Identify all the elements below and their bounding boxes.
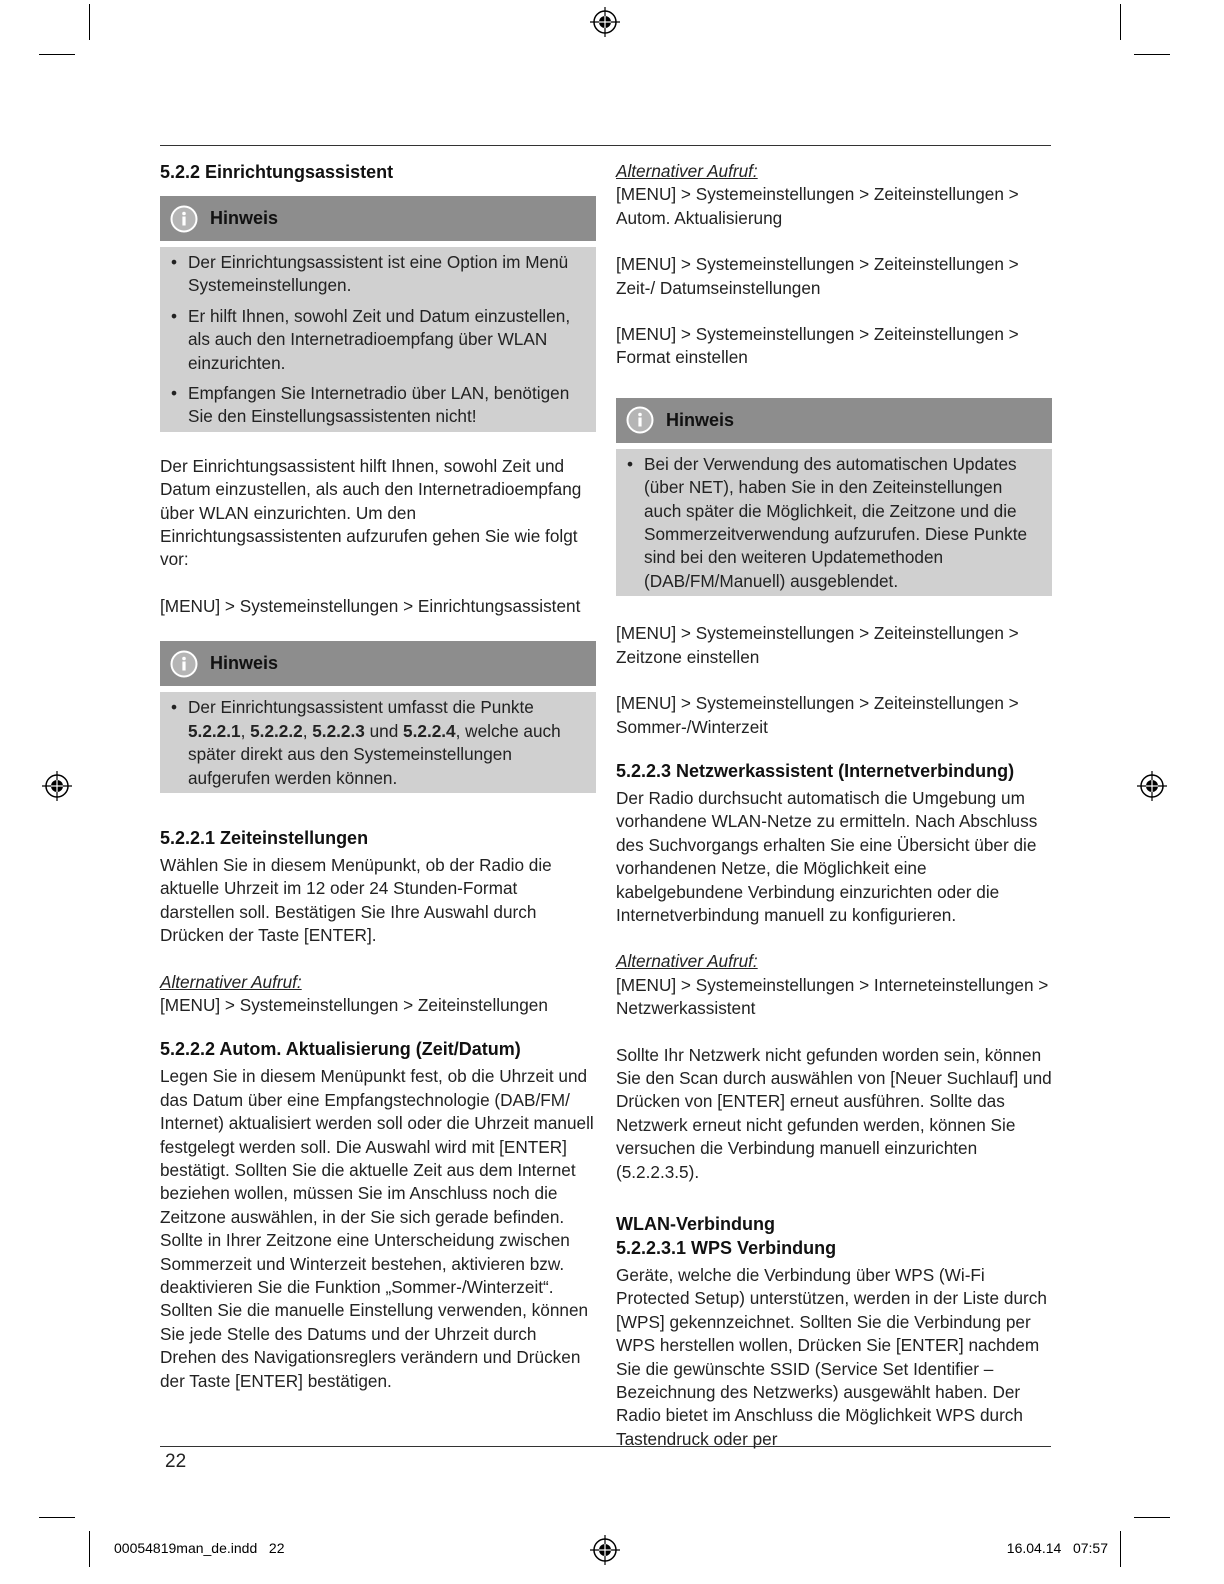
note-body: [616, 449, 1052, 596]
note-box: [616, 398, 1052, 596]
menu-path-zeit: [MENU] > Systemeinstellungen > Zeiteinstellungen: [160, 994, 548, 1015]
section-heading-5-2-2: 5.2.2 Einrichtungsassistent: [160, 162, 394, 182]
intro-paragraph: Der Einrichtungsassistent hilft Ihnen, sowohl Zeit und Datum einzustellen, als auch den Internetradioempfang über WLAN einzurichten. Um den Einrichtungsassistenten aufzurufen gehen Sie wie folgt vor:: [160, 455, 582, 570]
info-icon: [170, 205, 198, 233]
file-slug: 00054819man_de.indd 22: [114, 1540, 285, 1556]
section-heading-5-2-2-1: 5.2.2.1 Zeiteinstellungen: [160, 827, 369, 848]
left-column: [160, 160, 596, 1393]
note-item: • Er hilft Ihnen, sowohl Zeit und Datum einzustellen, als auch den Internetradioempfang über WLAN einzurichten.: [168, 305, 588, 375]
menu-path-sommer: [MENU] > Systemeinstellungen > Zeiteinstellungen > Sommer-/Winterzeit: [616, 693, 1019, 737]
note-body: [160, 692, 596, 793]
note-title: Hinweis: [210, 653, 279, 674]
crop-mark: [39, 54, 75, 55]
paragraph-netzwerk: Der Radio durchsucht automatisch die Umgebung um vorhandene WLAN-Netze zu ermitteln. Nach Abschluss des Suchvorgangs erhalten Sie eine Übersicht über die vorhandenen Netze, die Möglichkeit eine kabelgebundene Verbindung einzurichten oder die Internetverbindung manuell zu konfigurieren.: [616, 787, 1038, 925]
menu-path-zone: [MENU] > Systemeinstellungen > Zeiteinstellungen > Zeitzone einstellen: [616, 623, 1019, 667]
note-item: • Der Einrichtungsassistent umfasst die Punkte 5.2.2.1, 5.2.2.2, 5.2.2.3 und 5.2.2.4, welche auch später direkt aus den Systemeinstellungen aufgerufen werden können.: [168, 696, 588, 790]
crop-mark: [89, 1531, 90, 1567]
registration-mark-icon: [590, 1535, 620, 1565]
note-item: • Bei der Verwendung des automatischen Updates (über NET), haben Sie in den Zeiteinstellungen auch später die Möglichkeit, die Zeitzone und die Sommerzeitverwendung aufzurufen. Diese Punkte sind bei den weiteren Updatemethoden (DAB/FM/Manuell) ausgeblendet.: [624, 453, 1044, 593]
page-number: 22: [165, 1451, 187, 1472]
crop-mark: [1134, 1517, 1170, 1518]
section-ref: 5.2.2.3: [312, 720, 365, 741]
alt-call-label: Alternativer Aufruf:: [160, 971, 302, 992]
note-header: [616, 398, 1052, 443]
crop-mark: [89, 4, 90, 40]
menu-path-assistant: [MENU] > Systemeinstellungen > Einrichtungsassistent: [160, 595, 581, 616]
note-title: Hinweis: [210, 207, 279, 228]
registration-mark-icon: [1137, 771, 1167, 801]
top-rule: [160, 145, 1051, 146]
note-item: • Der Einrichtungsassistent ist eine Option im Menü Systemeinstellungen.: [168, 251, 588, 298]
section-heading-5-2-2-3-1: 5.2.2.3.1 WPS Verbindung: [616, 1238, 837, 1258]
registration-mark-icon: [42, 771, 72, 801]
note-item: • Empfangen Sie Internetradio über LAN, benötigen Sie den Einstellungsassistenten nicht!: [168, 382, 588, 429]
info-icon: [626, 406, 654, 434]
paragraph-autom-b: Sollten Sie die manuelle Einstellung verwenden, können Sie jede Stelle des Datums und der Uhrzeit durch Drehen des Navigationsreglers verändern und Drücken der Taste [ENTER] bestätigen.: [160, 1300, 589, 1391]
registration-mark-icon: [590, 7, 620, 37]
crop-mark: [1120, 1531, 1121, 1567]
menu-path-datum: [MENU] > Systemeinstellungen > Zeiteinstellungen > Zeit-/ Datumseinstellungen: [616, 254, 1019, 298]
crop-mark: [1120, 4, 1121, 40]
section-ref: 5.2.2.2: [250, 720, 303, 741]
note-title: Hinweis: [666, 409, 735, 430]
section-ref: 5.2.2.4: [403, 720, 456, 741]
section-heading-5-2-2-3: 5.2.2.3 Netzwerkassistent (Internetverbindung): [616, 760, 1015, 781]
alt-call-label: Alternativer Aufruf:: [616, 161, 758, 181]
section-heading-5-2-2-2: 5.2.2.2 Autom. Aktualisierung (Zeit/Datum): [160, 1039, 521, 1060]
menu-path-autom: [MENU] > Systemeinstellungen > Zeiteinstellungen > Autom. Aktualisierung: [616, 184, 1019, 228]
paragraph-wps: Geräte, welche die Verbindung über WPS (Wi-Fi Protected Setup) unterstützen, werden in der Liste durch [WPS] gekennzeichnet. Sollten Sie die Verbindung per WPS herstellen wollen, Drücken Sie [ENTER] nachdem Sie die gewünschte SSID (Service Set Identifier – Bezeichnung des Netzwerks) ausgewählt haben. Der Radio bietet im Anschluss die Möglichkeit WPS durch Tastendruck oder per: [616, 1265, 1047, 1449]
paragraph-not-found: Sollte Ihr Netzwerk nicht gefunden worden sein, können Sie den Scan durch auswählen von [Neuer Suchlauf] und Drücken von [ENTER] erneut ausführen. Sollte das Netzwerk erneut nicht gefunden werden, können Sie versuchen die Verbindung manuell einzurichten (5.2.2.3.5).: [616, 1044, 1052, 1182]
section-heading-wlan: WLAN-Verbindung: [616, 1214, 775, 1234]
crop-mark: [1134, 54, 1170, 55]
crop-mark: [39, 1517, 75, 1518]
menu-path-format: [MENU] > Systemeinstellungen > Zeiteinstellungen > Format einstellen: [616, 324, 1019, 368]
note-header: [160, 196, 596, 241]
note-box: [160, 641, 596, 793]
paragraph-autom-a: Legen Sie in diesem Menüpunkt fest, ob die Uhrzeit und das Datum über eine Empfangstechnologie (DAB/FM/ Internet) aktualisiert werden soll oder die Uhrzeit manuell festgelegt werden soll. Die Auswahl wird mit [ENTER] bestätigt. Sollten Sie die aktuelle Zeit aus dem Internet beziehen wollen, müssen Sie im Anschluss noch die Zeitzone auswählen, in der Sie sich gerade befinden. Sollte in Ihrer Zeitzone eine Unterscheidung zwischen Sommerzeit und Winterzeit bestehen, aktivieren bzw. deaktivieren Sie die Funktion „Sommer-/Winterzeit“.: [160, 1066, 594, 1297]
right-column: [616, 160, 1052, 1451]
note-body: [160, 247, 596, 432]
note-header: [160, 641, 596, 686]
info-icon: [170, 650, 198, 678]
paragraph-zeiteinstellungen: Wählen Sie in diesem Menüpunkt, ob der Radio die aktuelle Uhrzeit im 12 oder 24 Stunden-Format darstellen soll. Bestätigen Sie Ihre Auswahl durch Drücken der Taste [ENTER].: [160, 854, 552, 946]
date-slug: 16.04.14 07:57: [1006, 1540, 1108, 1556]
section-ref: 5.2.2.1: [188, 720, 241, 741]
note-box: [160, 196, 596, 432]
menu-path-netz: [MENU] > Systemeinstellungen > Interneteinstellungen > Netzwerkassistent: [616, 974, 1049, 1019]
alt-call-label: Alternativer Aufruf:: [616, 951, 758, 972]
